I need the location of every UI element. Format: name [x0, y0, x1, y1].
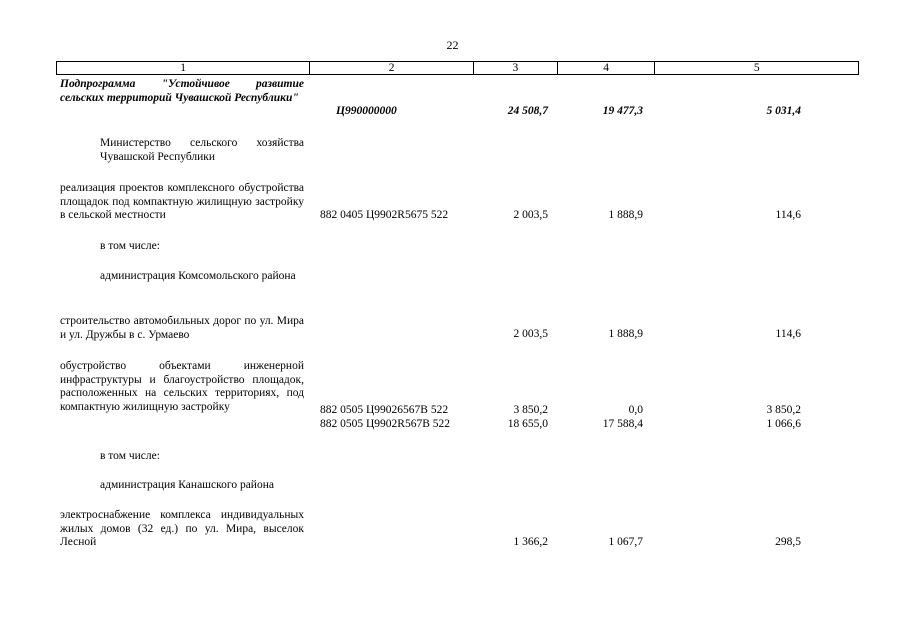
- row-code-1: 882 0505 Ц99026567В 522: [320, 404, 449, 416]
- row-description: электроснабжение комплекса индивидуальных жилых домов (32 ед.) по ул. Мира, выселок Лесной: [60, 509, 304, 548]
- column-header-1: 1: [57, 62, 310, 75]
- row-description: обустройство объектами инженерной инфраструктуры и благоустройство площадок, расположенных на сельских территориях, под компактную жилищную застройку: [60, 360, 304, 413]
- row-value-col3-1: 3 850,2: [513, 404, 548, 416]
- column-header-row: [57, 62, 859, 75]
- row-value-col3: 2 003,5: [513, 209, 548, 221]
- row-value-col4: 1 067,7: [608, 536, 643, 548]
- row-value-col4: 1 888,9: [608, 328, 643, 340]
- row-value-col4-2: 17 588,4: [602, 418, 643, 430]
- row-value-col5: 298,5: [775, 536, 801, 548]
- row-description: администрация Комсомольского района: [100, 270, 296, 282]
- row-value-col3: 24 508,7: [507, 105, 548, 117]
- row-value-col3: 1 366,2: [513, 536, 548, 548]
- row-code-2: 882 0505 Ц9902R567В 522: [320, 418, 451, 430]
- column-header-5: 5: [655, 62, 859, 75]
- column-header-2: 2: [310, 62, 474, 75]
- column-header-3: 3: [473, 62, 557, 75]
- row-value-col4-1: 0,0: [628, 404, 643, 416]
- column-header-4: 4: [557, 62, 655, 75]
- row-description: в том числе:: [100, 240, 160, 252]
- row-description: Подпрограмма "Устойчивое развитие сельских территорий Чувашской Республики": [60, 78, 304, 104]
- row-value-col5: 114,6: [775, 328, 801, 340]
- row-code: Ц990000000: [336, 105, 397, 117]
- row-description: Министерство сельского хозяйства Чувашской Республики: [100, 137, 304, 163]
- row-value-col4: 1 888,9: [608, 209, 643, 221]
- row-description: администрация Канашского района: [100, 479, 274, 491]
- row-value-col5-2: 1 066,6: [766, 418, 801, 430]
- row-description: реализация проектов комплексного обустройства площадок под компактную жилищную застройку в сельской местности: [60, 182, 304, 221]
- row-value-col3: 2 003,5: [513, 328, 548, 340]
- row-value-col5: 5 031,4: [766, 105, 801, 117]
- row-value-col5: 114,6: [775, 209, 801, 221]
- page-number: 22: [446, 38, 459, 52]
- row-value-col4: 19 477,3: [602, 105, 643, 117]
- row-code: 882 0405 Ц9902R5675 522: [320, 209, 449, 221]
- column-header-table: [56, 61, 859, 75]
- row-value-col5-1: 3 850,2: [766, 404, 801, 416]
- row-description: строительство автомобильных дорог по ул. Мира и ул. Дружбы в с. Урмаево: [60, 315, 304, 341]
- row-value-col3-2: 18 655,0: [507, 418, 548, 430]
- row-description: в том числе:: [100, 450, 160, 462]
